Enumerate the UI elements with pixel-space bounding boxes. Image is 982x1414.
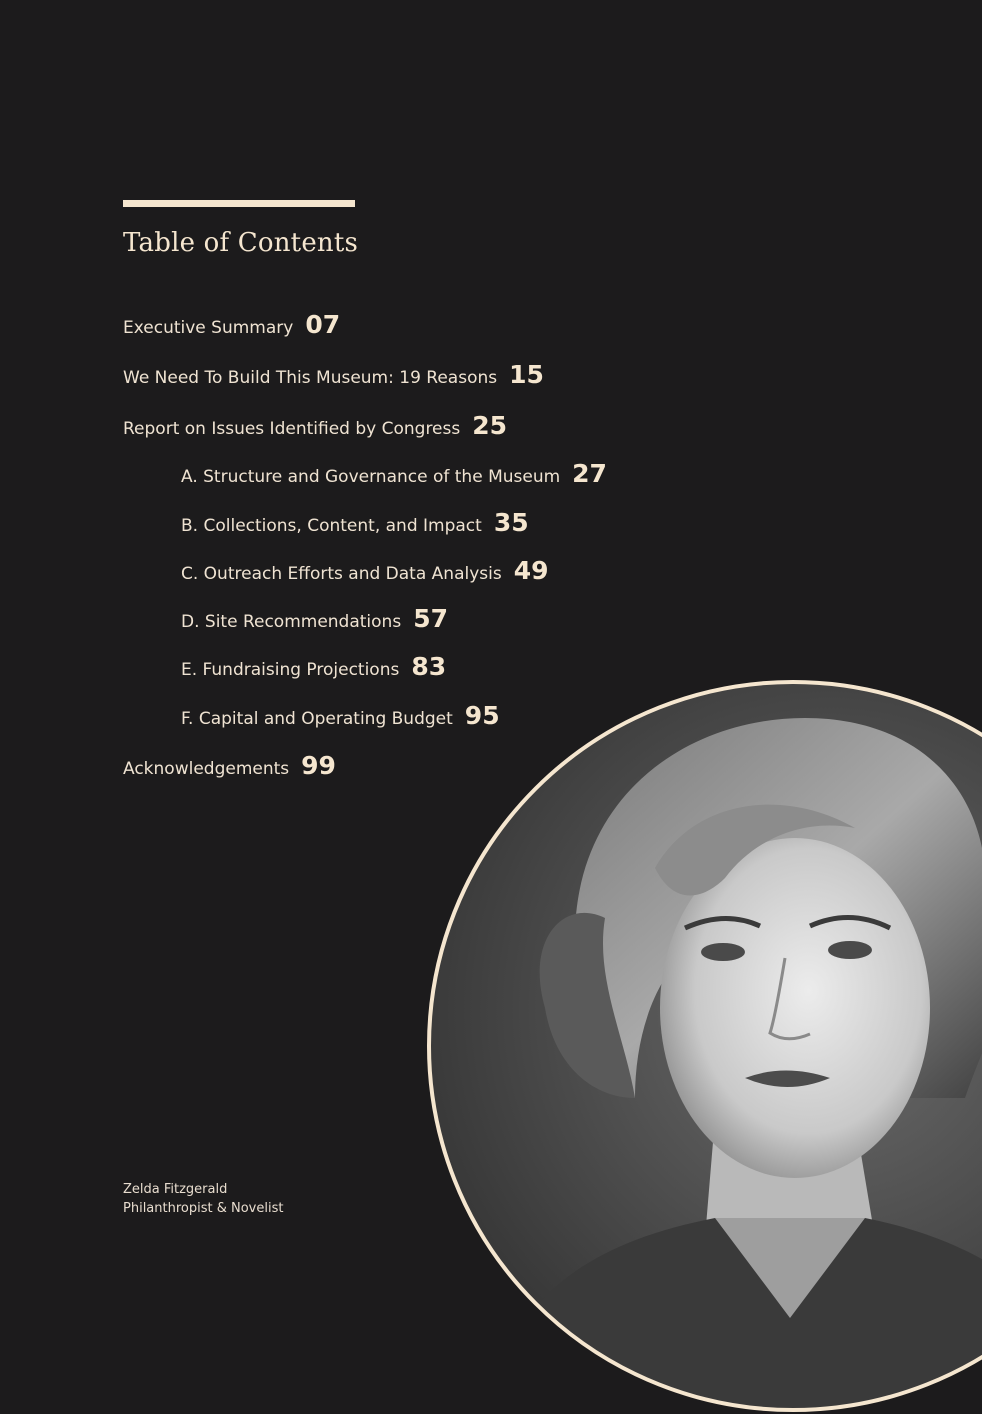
toc-entry-19-reasons[interactable] <box>123 360 544 389</box>
toc-label: F. Capital and Operating Budget <box>181 709 453 729</box>
toc-entry-executive-summary[interactable] <box>123 310 340 339</box>
toc-page-number: 57 <box>413 604 448 633</box>
toc-page-number: 15 <box>509 360 544 389</box>
toc-page-number: 49 <box>513 556 549 585</box>
toc-entry-acknowledgements[interactable] <box>123 751 336 780</box>
toc-entry-structure-governance[interactable] <box>181 459 607 488</box>
title-rule <box>123 200 355 207</box>
toc-label: Acknowledgements <box>123 759 290 779</box>
toc-page-number: 35 <box>493 508 529 537</box>
toc-entry-site-recommendations[interactable] <box>181 604 448 633</box>
toc-entry-report-on-issues[interactable] <box>123 411 507 440</box>
toc-label: Executive Summary <box>123 318 294 338</box>
toc-label: D. Site Recommendations <box>181 612 402 632</box>
toc-page-number: 07 <box>305 310 341 339</box>
toc-label: We Need To Build This Museum: 19 Reasons <box>123 368 498 388</box>
toc-entry-collections[interactable] <box>181 508 529 537</box>
page-title: Table of Contents <box>123 228 359 258</box>
photo-caption <box>123 1180 283 1218</box>
caption-role: Philanthropist & Novelist <box>123 1201 284 1216</box>
toc-page-number: 25 <box>472 411 508 440</box>
toc-entry-fundraising[interactable] <box>181 652 446 681</box>
toc-page-number: 27 <box>572 459 607 488</box>
toc-label: C. Outreach Efforts and Data Analysis <box>181 564 502 584</box>
toc-label: E. Fundraising Projections <box>181 660 400 680</box>
toc-label: B. Collections, Content, and Impact <box>181 516 482 536</box>
portrait-photo <box>425 678 982 1414</box>
toc-entry-outreach[interactable] <box>181 556 549 585</box>
toc-page-number: 83 <box>411 652 447 681</box>
caption-name: Zelda Fitzgerald <box>123 1182 228 1197</box>
toc-label: Report on Issues Identified by Congress <box>123 419 461 439</box>
toc-page-number: 95 <box>464 701 500 730</box>
toc-page-number: 99 <box>301 751 336 780</box>
toc-label: A. Structure and Governance of the Museum <box>181 467 561 487</box>
